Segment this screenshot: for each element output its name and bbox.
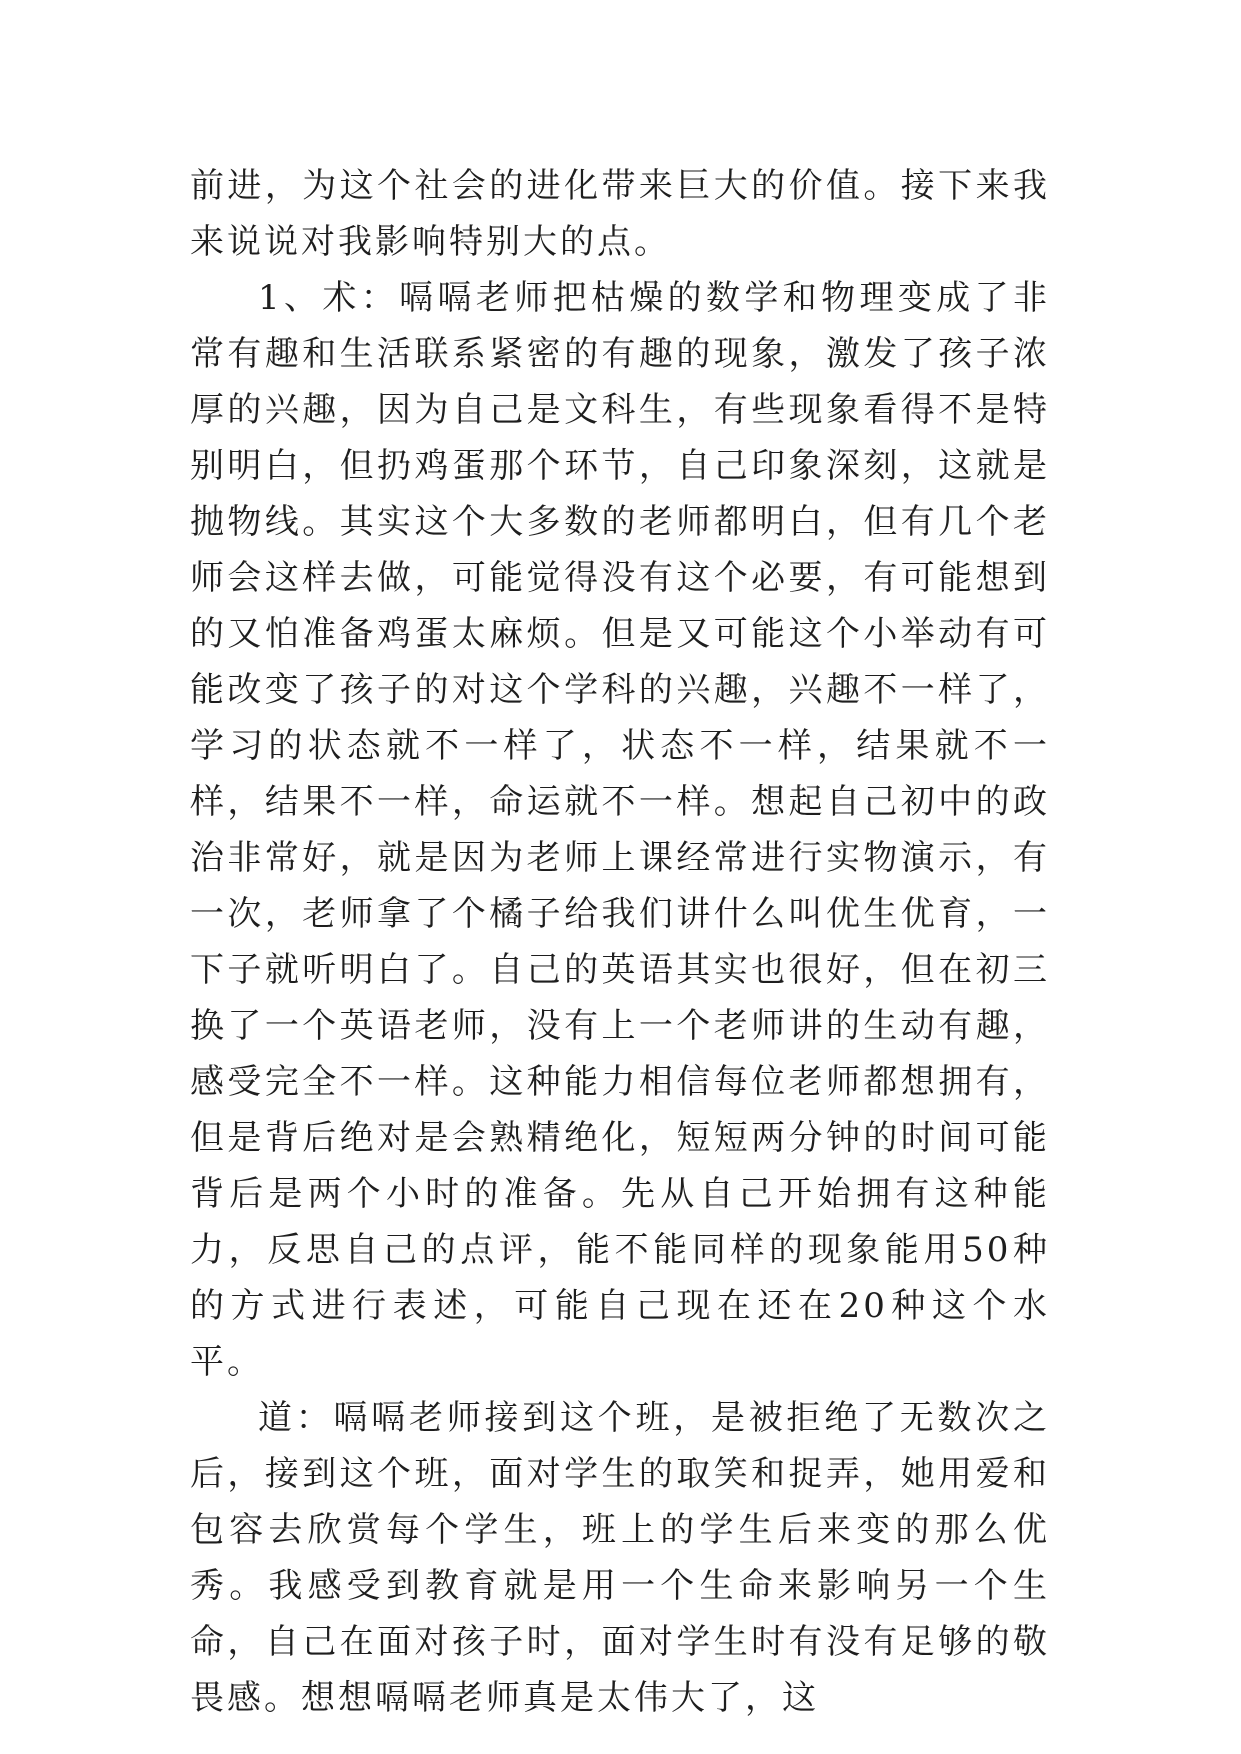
- paragraph-point-shu: 1、术：嗝嗝老师把枯燥的数学和物理变成了非常有趣和生活联系紧密的有趣的现象，激发了孩子浓厚的兴趣，因为自己是文科生，有些现象看得不是特别明白，但扔鸡蛋那个环节，自己印象深刻，这就是抛物线。其实这个大多数的老师都明白，但有几个老师会这样去做，可能觉得没有这个必要，有可能想到的又怕准备鸡蛋太麻烦。但是又可能这个小举动有可能改变了孩子的对这个学科的兴趣，兴趣不一样了，学习的状态就不一样了，状态不一样，结果就不一样，结果不一样，命运就不一样。想起自己初中的政治非常好，就是因为老师上课经常进行实物演示，有一次，老师拿了个橘子给我们讲什么叫优生优育，一下子就听明白了。自己的英语其实也很好，但在初三换了一个英语老师，没有上一个老师讲的生动有趣，感受完全不一样。这种能力相信每位老师都想拥有，但是背后绝对是会熟精绝化，短短两分钟的时间可能背后是两个小时的准备。先从自己开始拥有这种能力，反思自己的点评，能不能同样的现象能用50种的方式进行表述，可能自己现在还在20种这个水平。: [190, 278, 1050, 1382]
- paragraph-point-dao: 道：嗝嗝老师接到这个班，是被拒绝了无数次之后，接到这个班，面对学生的取笑和捉弄，她用爱和包容去欣赏每个学生，班上的学生后来变的那么优秀。我感受到教育就是用一个生命来影响另一个生命，自己在面对孩子时，面对学生时有没有足够的敬畏感。想想嗝嗝老师真是太伟大了，这: [190, 1398, 1050, 1718]
- paragraph-continuation: 前进，为这个社会的进化带来巨大的价值。接下来我来说说对我影响特别大的点。: [190, 166, 1050, 262]
- body-text: [190, 158, 1050, 1726]
